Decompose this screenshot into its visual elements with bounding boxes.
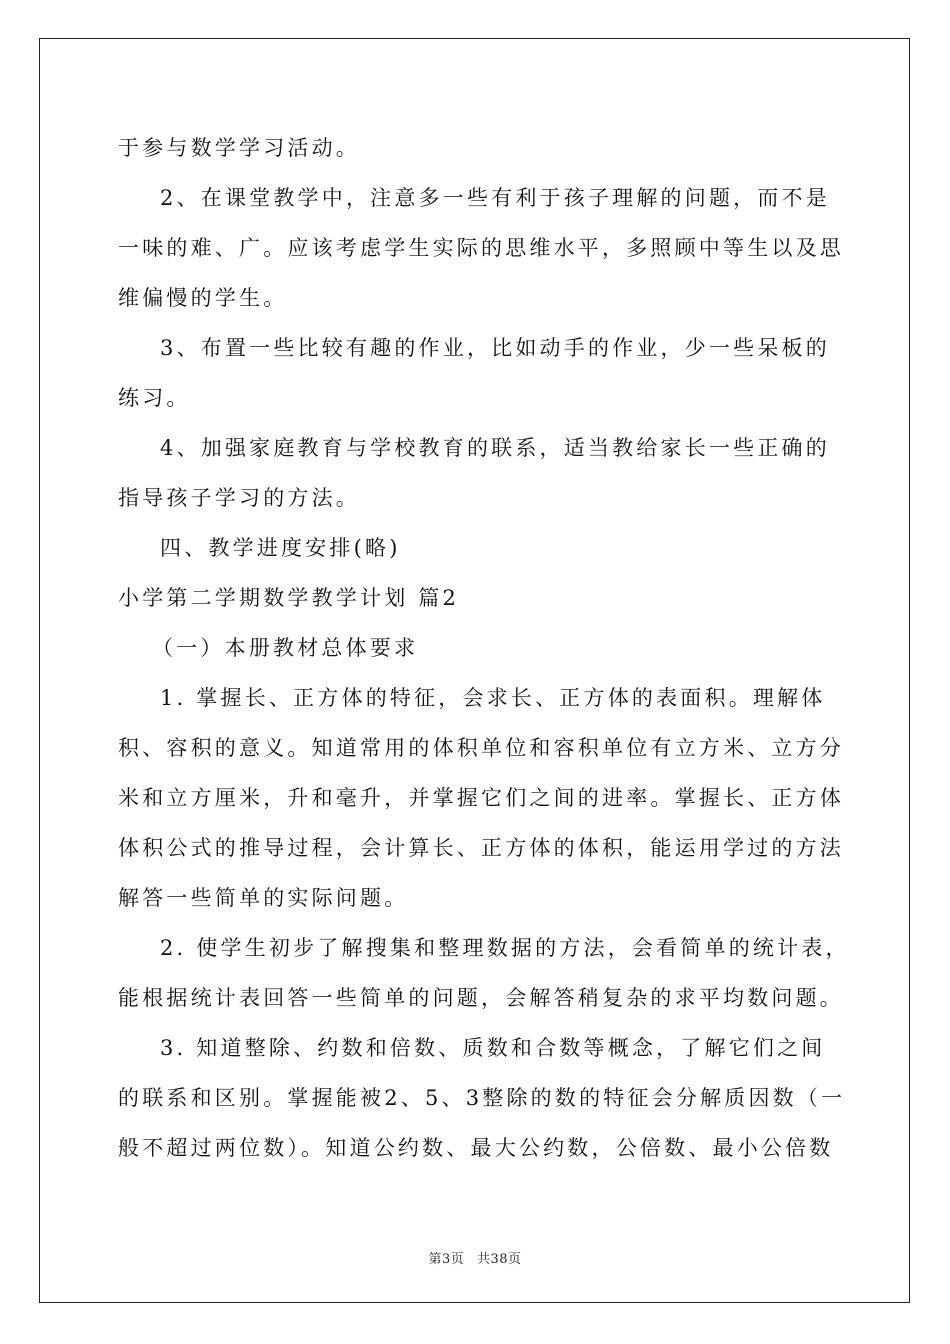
text-line: 3、布置一些比较有趣的作业，比如动手的作业，少一些呆板的	[160, 336, 830, 360]
text-line: 体积公式的推导过程，会计算长、正方体的体积，能运用学过的方法	[118, 836, 844, 860]
text-line: 4、加强家庭教育与学校教育的联系，适当教给家长一些正确的	[160, 436, 830, 460]
text-line: 练习。	[118, 386, 191, 410]
text-line: 指导孩子学习的方法。	[118, 486, 360, 510]
text-line: 米和立方厘米，升和毫升，并掌握它们之间的进率。掌握长、正方体	[118, 786, 844, 810]
text-line: 2. 使学生初步了解搜集和整理数据的方法，会看简单的统计表，	[160, 936, 850, 960]
text-line: 1. 掌握长、正方体的特征，会求长、正方体的表面积。理解体	[160, 686, 826, 710]
text-line: 的联系和区别。掌握能被2、5、3整除的数的特征会分解质因数（一	[118, 1086, 846, 1110]
text-line: 积、容积的意义。知道常用的体积单位和容积单位有立方米、立方分	[118, 736, 844, 760]
text-line: 般不超过两位数）。知道公约数、最大公约数，公倍数、最小公倍数	[118, 1136, 834, 1160]
text-line: 3. 知道整除、约数和倍数、质数和合数等概念，了解它们之间	[160, 1036, 826, 1060]
page-border	[39, 38, 910, 1303]
section-heading: 四、教学进度安排(略)	[160, 536, 401, 560]
subsection-heading: （一）本册教材总体要求	[152, 636, 419, 660]
text-line: 于参与数学学习活动。	[118, 136, 360, 160]
article-title: 小学第二学期数学教学计划 篇2	[118, 586, 460, 610]
text-line: 维偏慢的学生。	[118, 286, 288, 310]
text-line: 2、在课堂教学中，注意多一些有利于孩子理解的问题，而不是	[160, 186, 830, 210]
page-footer	[0, 1248, 950, 1267]
text-line: 能根据统计表回答一些简单的问题，会解答稍复杂的求平均数问题。	[118, 986, 844, 1010]
text-line: 解答一些简单的实际问题。	[118, 886, 409, 910]
page-total: 共38页	[476, 1252, 522, 1267]
text-line: 一味的难、广。应该考虑学生实际的思维水平，多照顾中等生以及思	[118, 236, 844, 260]
page-number: 第3页	[428, 1252, 465, 1267]
